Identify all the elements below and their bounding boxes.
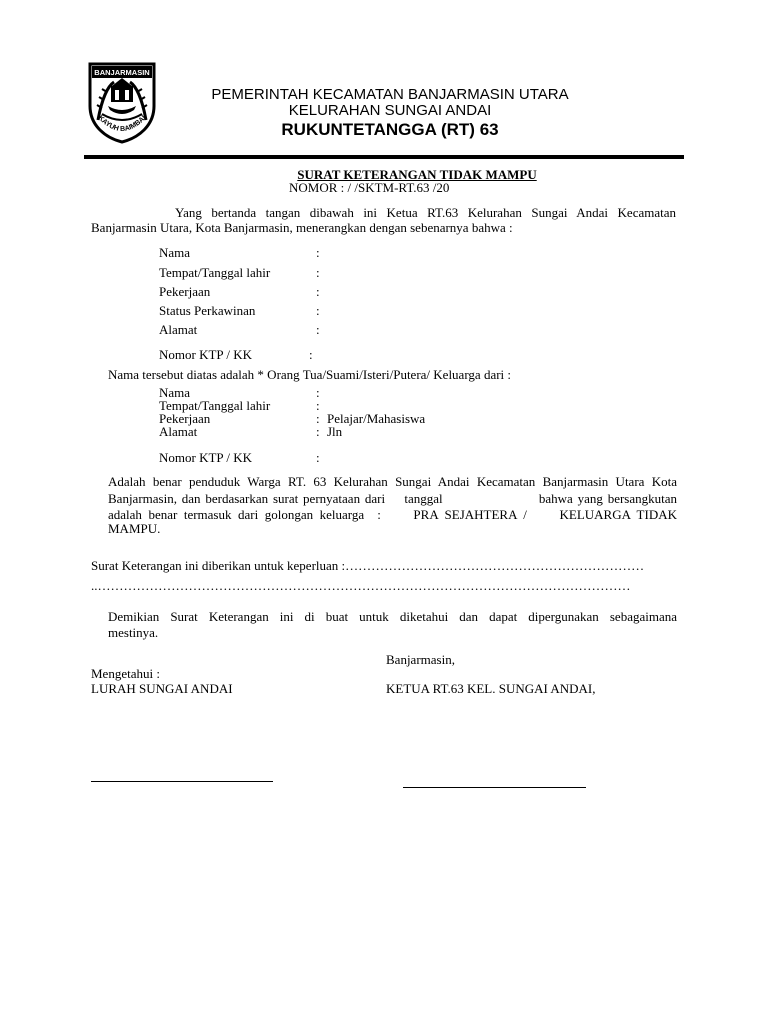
family-label-nama: Nama — [159, 385, 191, 400]
family-value-alamat: Jln — [327, 424, 343, 439]
shield-emblem-icon — [84, 60, 160, 144]
field-label-ktp: Nomor KTP / KK — [159, 347, 253, 362]
family-label-tempat-tanggal-lahir: Tempat/Tanggal lahir — [159, 398, 271, 413]
field-colon: : — [316, 245, 320, 260]
field-colon: : — [316, 450, 320, 465]
purpose-line-1: Surat Keterangan ini diberikan untuk keperluan :…………………………………………………………… — [91, 558, 645, 573]
intro-line-2: Banjarmasin Utara, Kota Banjarmasin, menerangkan dengan sebenarnya bahwa : — [91, 220, 513, 235]
field-colon: : — [316, 265, 320, 280]
field-colon: : — [316, 411, 320, 426]
field-label-status-perkawinan: Status Perkawinan — [159, 303, 256, 318]
resident-line-1: Adalah benar penduduk Warga RT. 63 Kelurahan Sungai Andai Kecamatan Banjarmasin Utara Kota — [108, 474, 677, 489]
logo-top-text: BANJARMASIN — [94, 68, 150, 77]
resident-line-4: MAMPU. — [108, 521, 161, 536]
field-colon: : — [316, 322, 320, 337]
resident-line-2: Banjarmasin, dan berdasarkan surat pernyataan dari tanggal bahwa yang bersangkutan — [108, 491, 677, 506]
header-line-2: KELURAHAN SUNGAI ANDAI — [288, 102, 492, 119]
closing-line-2: mestinya. — [108, 625, 159, 640]
header-line-3: RUKUNTETANGGA (RT) 63 — [281, 120, 499, 139]
relation-line: Nama tersebut diatas adalah * Orang Tua/Suami/Isteri/Putera/ Keluarga dari : — [108, 367, 512, 382]
field-label-alamat: Alamat — [159, 322, 198, 337]
family-label-pekerjaan: Pekerjaan — [159, 411, 211, 426]
field-colon: : — [316, 424, 320, 439]
field-colon: : — [316, 284, 320, 299]
header-line-1: PEMERINTAH KECAMATAN BANJARMASIN UTARA — [211, 86, 569, 103]
intro-line-1: Yang bertanda tangan dibawah ini Ketua RT.63 Kelurahan Sungai Andai Kecamatan — [175, 205, 676, 220]
field-colon: : — [316, 385, 320, 400]
left-signature-line — [91, 781, 273, 782]
field-colon: : — [309, 347, 313, 362]
field-colon: : — [316, 303, 320, 318]
closing-line-1: Demikian Surat Keterangan ini di buat untuk diketahui dan dapat dipergunakan sebagaimana — [108, 609, 677, 624]
resident-line-3: adalah benar termasuk dari golongan keluarga : PRA SEJAHTERA / KELUARGA TIDAK — [108, 507, 677, 522]
kelurahan-logo — [84, 60, 160, 144]
family-label-alamat: Alamat — [159, 424, 198, 439]
right-signatory-title: KETUA RT.63 KEL. SUNGAI ANDAI, — [386, 681, 596, 696]
family-label-ktp: Nomor KTP / KK — [159, 450, 253, 465]
letter-number: NOMOR : / /SKTM-RT.63 /20 — [289, 180, 450, 195]
logo-ring-text: KAYUH BAIMBAI — [96, 114, 148, 134]
mengetahui-label: Mengetahui : — [91, 666, 160, 681]
left-signatory-title: LURAH SUNGAI ANDAI — [91, 681, 233, 696]
field-colon: : — [316, 398, 320, 413]
city-date: Banjarmasin, — [386, 652, 455, 667]
family-value-pekerjaan: Pelajar/Mahasiswa — [327, 411, 426, 426]
right-signature-line — [403, 787, 586, 788]
purpose-line-2: ..…………………………………………………………………………………………………………… — [91, 578, 631, 593]
field-label-tempat-tanggal-lahir: Tempat/Tanggal lahir — [159, 265, 271, 280]
letter-title: SURAT KETERANGAN TIDAK MAMPU — [297, 167, 537, 182]
field-label-nama: Nama — [159, 245, 191, 260]
field-label-pekerjaan: Pekerjaan — [159, 284, 211, 299]
header-divider — [84, 155, 684, 159]
